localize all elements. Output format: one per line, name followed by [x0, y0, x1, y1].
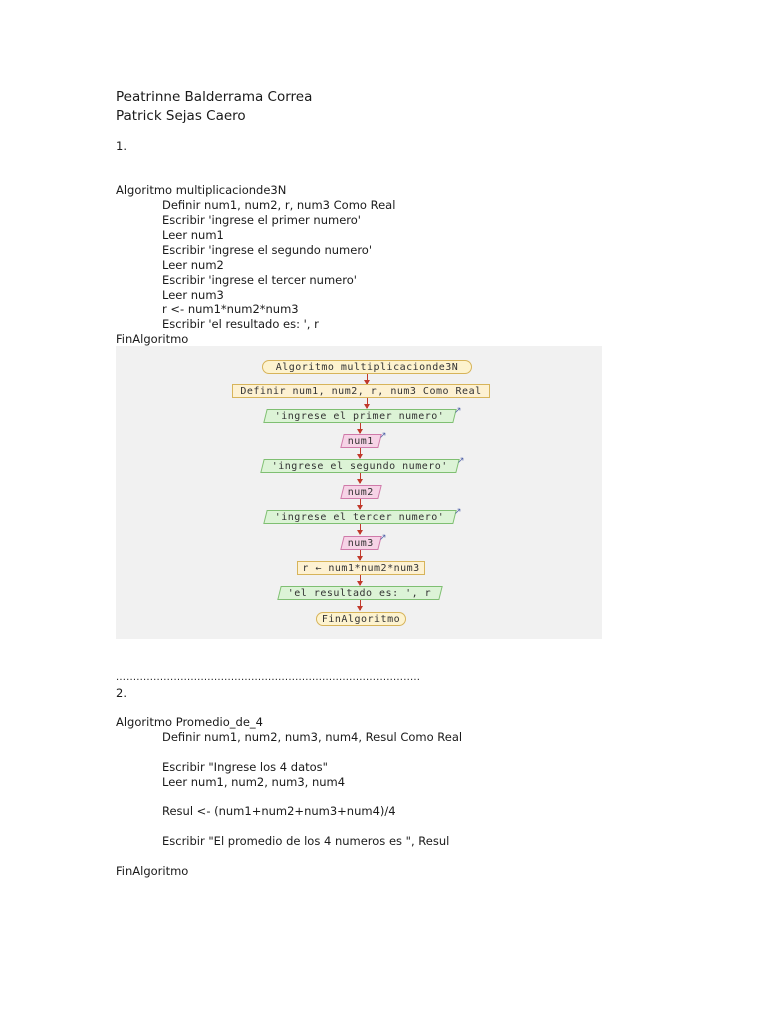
exercise-number: 1.	[116, 139, 127, 153]
code-line: Escribir 'ingrese el segundo numero'	[162, 243, 372, 257]
algorithm-end: FinAlgoritmo	[116, 332, 189, 346]
algorithm-title: Algoritmo Promedio_de_4	[116, 715, 263, 729]
separator: ..........................................................................................	[116, 672, 421, 683]
code-line: Definir num1, num2, r, num3 Como Real	[162, 198, 396, 212]
algorithm-title: Algoritmo multiplicacionde3N	[116, 183, 287, 197]
flow-node-output: 'ingrese el segundo numero'	[260, 459, 459, 473]
flow-node-output: 'el resultado es: ', r	[277, 586, 442, 600]
code-line: Escribir 'el resultado es: ', r	[162, 317, 319, 331]
flow-node-input: num1	[340, 434, 381, 448]
code-line: Escribir "Ingrese los 4 datos"	[162, 760, 328, 774]
code-line: r <- num1*num2*num3	[162, 302, 299, 316]
code-line: Leer num3	[162, 288, 224, 302]
algorithm-end: FinAlgoritmo	[116, 864, 189, 878]
author-name: Peatrinne Balderrama Correa	[116, 89, 313, 105]
flow-node-start: Algoritmo multiplicacionde3N	[262, 360, 472, 374]
author-name: Patrick Sejas Caero	[116, 108, 246, 124]
code-line: Escribir "El promedio de los 4 numeros es ", Resul	[162, 834, 450, 848]
code-line: Leer num2	[162, 258, 224, 272]
code-line: Leer num1, num2, num3, num4	[162, 775, 346, 789]
flow-node-input: num3	[340, 536, 381, 550]
code-line: Escribir 'ingrese el primer numero'	[162, 213, 361, 227]
flowchart-image: Algoritmo multiplicacionde3N Definir num1, num2, r, num3 Como Real 'ingrese el primer numero' ↗ num1 ↗ 'ingrese el segundo numero' ↗ num2 'ingrese el tercer numero' ↗ num3 ↗ r ← num1*num2*num3 'el resultado es: ', r FinAlgoritmo	[116, 346, 602, 639]
flow-node-assign: r ← num1*num2*num3	[297, 561, 425, 575]
flow-node-define: Definir num1, num2, r, num3 Como Real	[232, 384, 490, 398]
flow-node-end: FinAlgoritmo	[316, 612, 406, 626]
flow-node-output: 'ingrese el tercer numero'	[263, 510, 456, 524]
flow-node-input: num2	[340, 485, 381, 499]
exercise-number: 2.	[116, 686, 127, 700]
flow-node-output: 'ingrese el primer numero'	[263, 409, 456, 423]
code-line: Resul <- (num1+num2+num3+num4)/4	[162, 804, 396, 818]
authors-block	[116, 88, 312, 126]
code-line: Leer num1	[162, 228, 224, 242]
code-line: Escribir 'ingrese el tercer numero'	[162, 273, 357, 287]
code-line: Definir num1, num2, num3, num4, Resul Como Real	[162, 730, 463, 744]
